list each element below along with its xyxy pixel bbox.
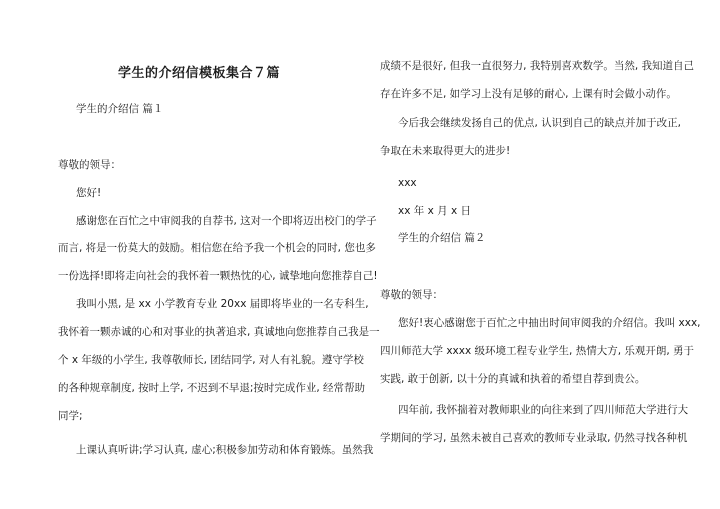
section-heading-2: 学生的介绍信 篇２	[398, 232, 486, 244]
paragraph-line: 我叫小黑, 是 xx 小学教育专业 20xx 届即将毕业的一名专科生,	[76, 298, 369, 310]
section-heading-1: 学生的介绍信 篇１	[76, 103, 164, 115]
paragraph-line: 感谢您在百忙之中审阅我的自荐书, 这对一个即将迈出校门的学子	[76, 215, 377, 227]
salutation-1: 尊敬的领导：	[58, 159, 121, 171]
paragraph-line: 争取在未来取得更大的进步!	[380, 145, 511, 157]
signature-name: xxx	[398, 177, 417, 189]
paragraph-line: 上课认真听讲;学习认真, 虚心;积极参加劳动和体育锻炼。虽然我	[76, 444, 374, 456]
paragraph-line: 成绩不是很好, 但我一直很努力, 我特别喜欢数学。当然, 我知道自己	[380, 60, 695, 72]
paragraph-line: 存在许多不足, 如学习上没有足够的耐心, 上课有时会做小动作。	[380, 88, 677, 100]
greeting-1: 您好!	[76, 187, 102, 199]
paragraph-line: 今后我会继续发扬自己的优点, 认识到自己的缺点并加于改正,	[398, 117, 682, 129]
paragraph-line: 我怀着一颗赤诚的心和对事业的执著追求, 真诚地向您推荐自己我是一	[58, 326, 380, 338]
paragraph-line: 的各种规章制度, 按时上学, 不迟到不早退;按时完成作业, 经常帮助	[58, 382, 366, 394]
paragraph-line: 实践, 敢于创新, 以十分的真诚和执着的希望自荐到贵公。	[380, 373, 646, 385]
paragraph-line: 而言, 将是一份莫大的鼓励。相信您在给予我一个机会的同时, 您也多	[58, 242, 376, 254]
paragraph-line: 四年前, 我怀揣着对教师职业的向往来到了四川师范大学进行大	[398, 404, 689, 416]
paragraph-line: 四川师范大学 xxxx 级环境工程专业学生, 热情大方, 乐观开朗, 勇于	[380, 345, 695, 357]
salutation-2: 尊敬的领导：	[380, 289, 443, 301]
paragraph-line: 一份选择!即将走向社会的我怀着一颗热忱的心, 诚挚地向您推荐自己!	[58, 270, 378, 282]
paragraph-line: 您好!衷心感谢您于百忙之中抽出时间审阅我的介绍信。我叫 xxx,	[398, 317, 701, 329]
paragraph-line: 学期间的学习, 虽然未被自己喜欢的教师专业录取, 仍然寻找各种机	[380, 432, 688, 444]
paragraph-line: 个 x 年级的小学生, 我尊敬师长, 团结同学, 对人有礼貌。遵守学校	[58, 354, 364, 366]
signature-date: xx 年 x 月 x 日	[398, 205, 472, 217]
document-title: 学生的介绍信模板集合７篇	[118, 66, 281, 81]
paragraph-line: 同学;	[58, 410, 83, 422]
